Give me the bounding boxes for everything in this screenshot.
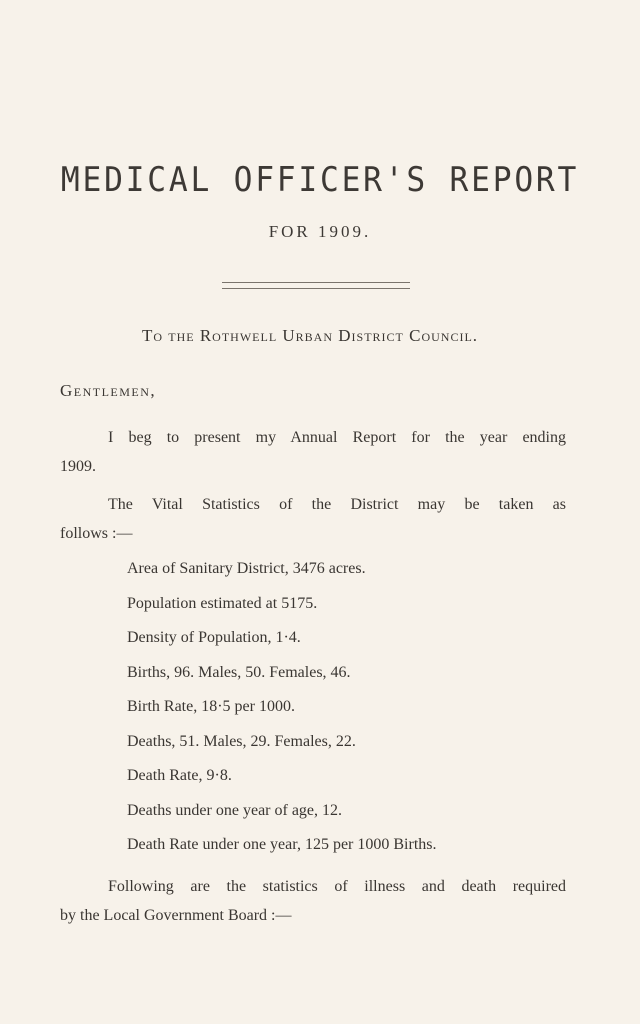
paragraph-intro-line-2: 1909. — [60, 458, 96, 475]
paragraph-lgb-line-1: Following are the statistics of illness and death required — [108, 878, 566, 895]
address-line: To the Rothwell Urban District Council. — [141, 326, 479, 345]
paragraph-vital-statistics-line-1: The Vital Statistics of the District may be taken as — [108, 496, 566, 513]
statistic-item: Death Rate, 9·8. — [127, 767, 232, 784]
report-subtitle: FOR 1909. — [268, 222, 372, 241]
paragraph-vital-statistics — [60, 490, 566, 548]
paragraph-lgb — [60, 872, 566, 930]
paragraph-lgb-line-2: by the Local Government Board :— — [60, 907, 292, 924]
statistic-item: Birth Rate, 18·5 per 1000. — [127, 698, 295, 715]
statistic-item: Area of Sanitary District, 3476 acres. — [127, 560, 366, 577]
statistics-list — [127, 555, 437, 866]
paragraph-intro-line-1: I beg to present my Annual Report for the year ending — [108, 429, 566, 446]
salutation: Gentlemen, — [60, 381, 157, 400]
statistic-item: Death Rate under one year, 125 per 1000 Births. — [127, 836, 437, 853]
statistic-item: Births, 96. Males, 50. Females, 46. — [127, 663, 351, 681]
double-rule-divider — [222, 282, 410, 289]
statistic-item: Density of Population, 1·4. — [127, 629, 301, 646]
statistic-item: Deaths, 51. Males, 29. Females, 22. — [127, 732, 356, 750]
statistic-item: Deaths under one year of age, 12. — [127, 801, 343, 819]
statistic-item: Population estimated at 5175. — [127, 594, 318, 612]
report-title: MEDICAL OFFICER'S REPORT — [60, 160, 580, 200]
paragraph-vital-statistics-line-2: follows :— — [60, 525, 133, 542]
paragraph-intro — [60, 423, 566, 481]
